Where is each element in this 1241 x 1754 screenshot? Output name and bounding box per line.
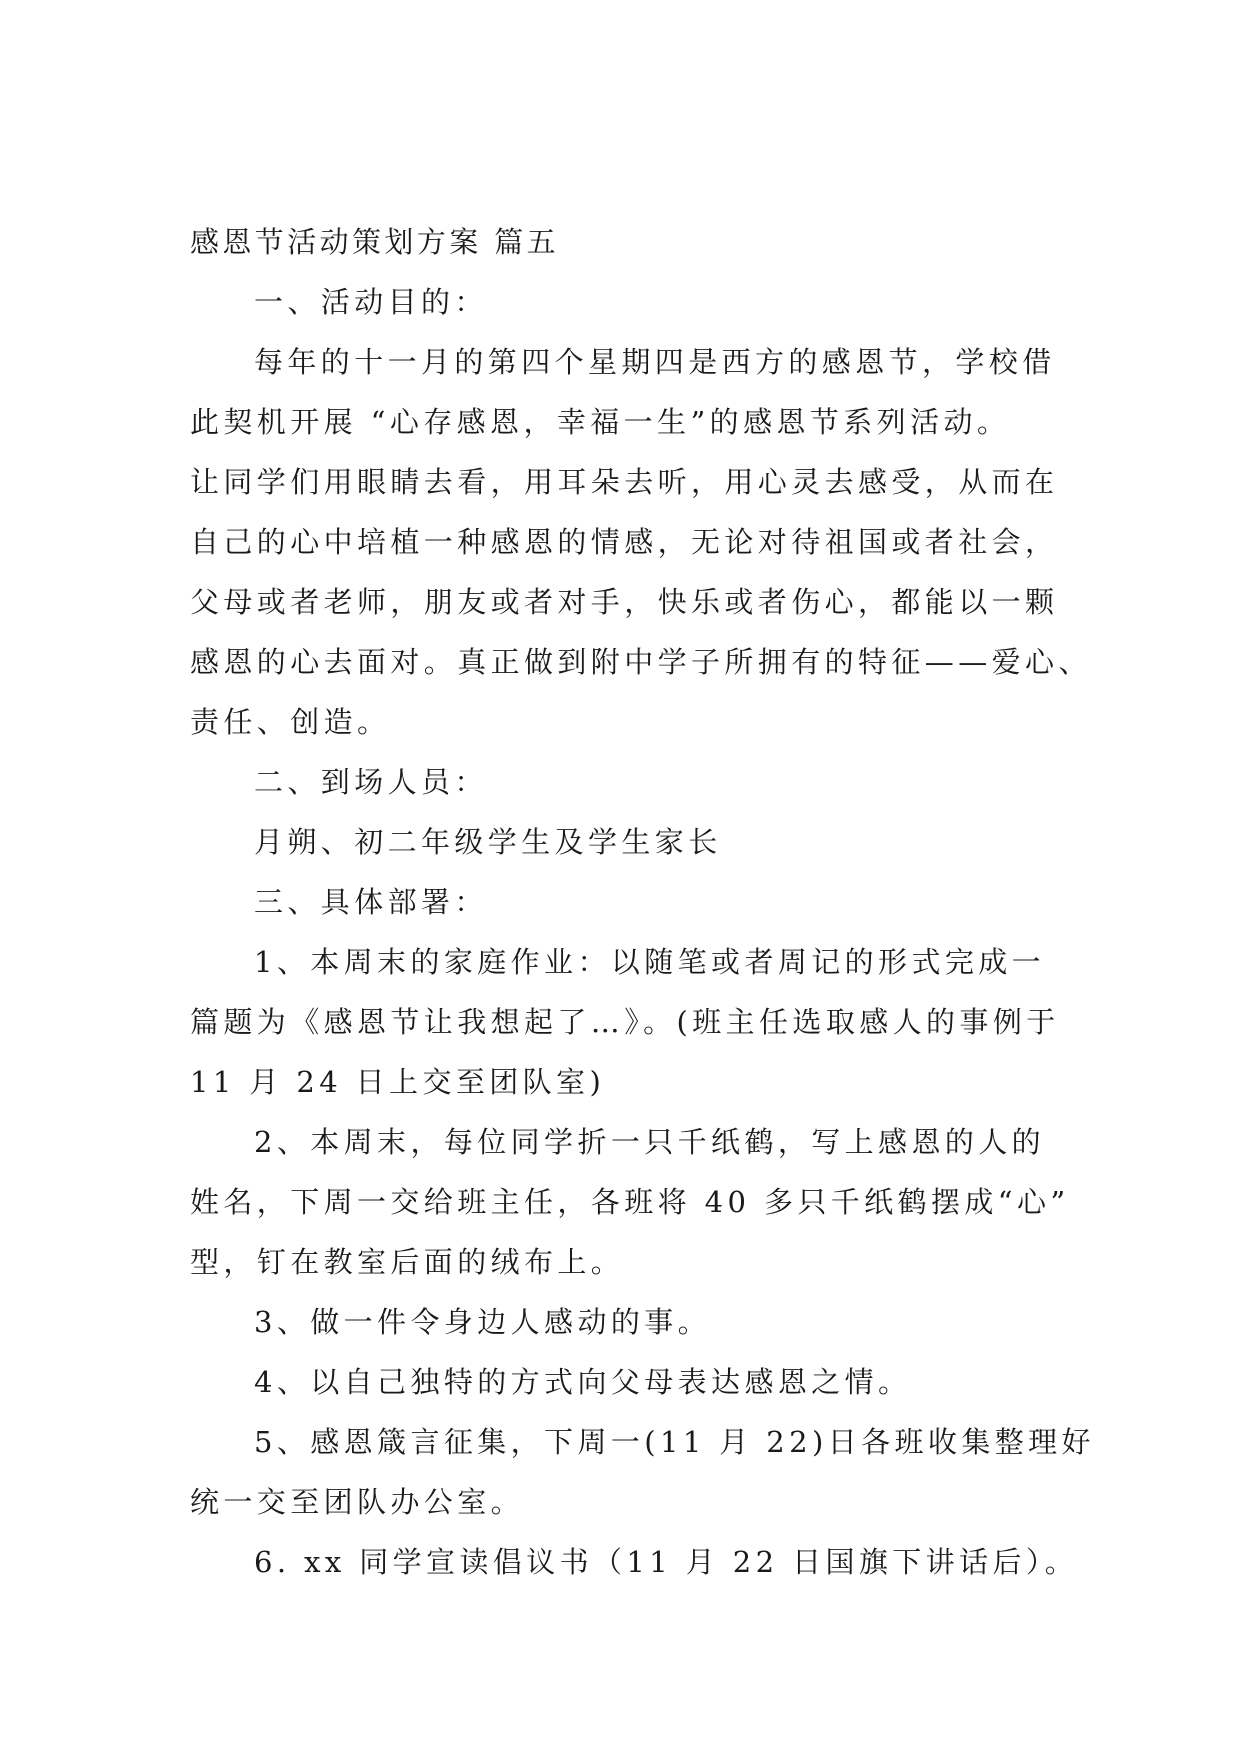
paragraph-line: 11 月 24 日上交至团队室)	[190, 1065, 606, 1099]
paragraph-line: 感恩的心去面对。真正做到附中学子所拥有的特征——爱心、	[190, 645, 1092, 679]
paragraph-line: 自己的心中培植一种感恩的情感，无论对待祖国或者社会，	[190, 525, 1059, 559]
list-item-3: 3、做一件令身边人感动的事。	[254, 1305, 712, 1339]
list-item-6: 6. xx 同学宣读倡议书（11 月 22 日国旗下讲话后）。	[254, 1545, 1079, 1579]
paragraph-line: 月朔、初二年级学生及学生家长	[254, 825, 722, 859]
paragraph-line: 此契机开展 “心存感恩，幸福一生”的感恩节系列活动。	[190, 405, 1011, 439]
list-item-1: 1、本周末的家庭作业：以随笔或者周记的形式完成一	[254, 945, 1046, 979]
paragraph-line: 父母或者老师，朋友或者对手，快乐或者伤心，都能以一颗	[190, 585, 1059, 619]
paragraph-line: 篇题为《感恩节让我想起了…》。(班主任选取感人的事例于	[190, 1005, 1060, 1039]
heading-attendees: 二、到场人员：	[254, 765, 488, 799]
heading-arrangements: 三、具体部署：	[254, 885, 488, 919]
paragraph-line: 让同学们用眼睛去看，用耳朵去听，用心灵去感受，从而在	[190, 465, 1059, 499]
paragraph-line: 每年的十一月的第四个星期四是西方的感恩节，学校借	[254, 345, 1056, 379]
list-item-4: 4、以自己独特的方式向父母表达感恩之情。	[254, 1365, 912, 1399]
document-body	[190, 212, 1095, 1592]
list-item-5: 5、感恩箴言征集，下周一(11 月 22)日各班收集整理好	[254, 1425, 1095, 1459]
paragraph-line: 统一交至团队办公室。	[190, 1485, 525, 1519]
paragraph-line: 责任、创造。	[190, 705, 391, 739]
paragraph-line: 型，钉在教室后面的绒布上。	[190, 1245, 625, 1279]
list-item-2: 2、本周末，每位同学折一只千纸鹤，写上感恩的人的	[254, 1125, 1046, 1159]
document-title: 感恩节活动策划方案 篇五	[190, 225, 560, 259]
heading-purpose: 一、活动目的：	[254, 285, 488, 319]
paragraph-line: 姓名，下周一交给班主任，各班将 40 多只千纸鹤摆成“心”	[190, 1185, 1070, 1219]
